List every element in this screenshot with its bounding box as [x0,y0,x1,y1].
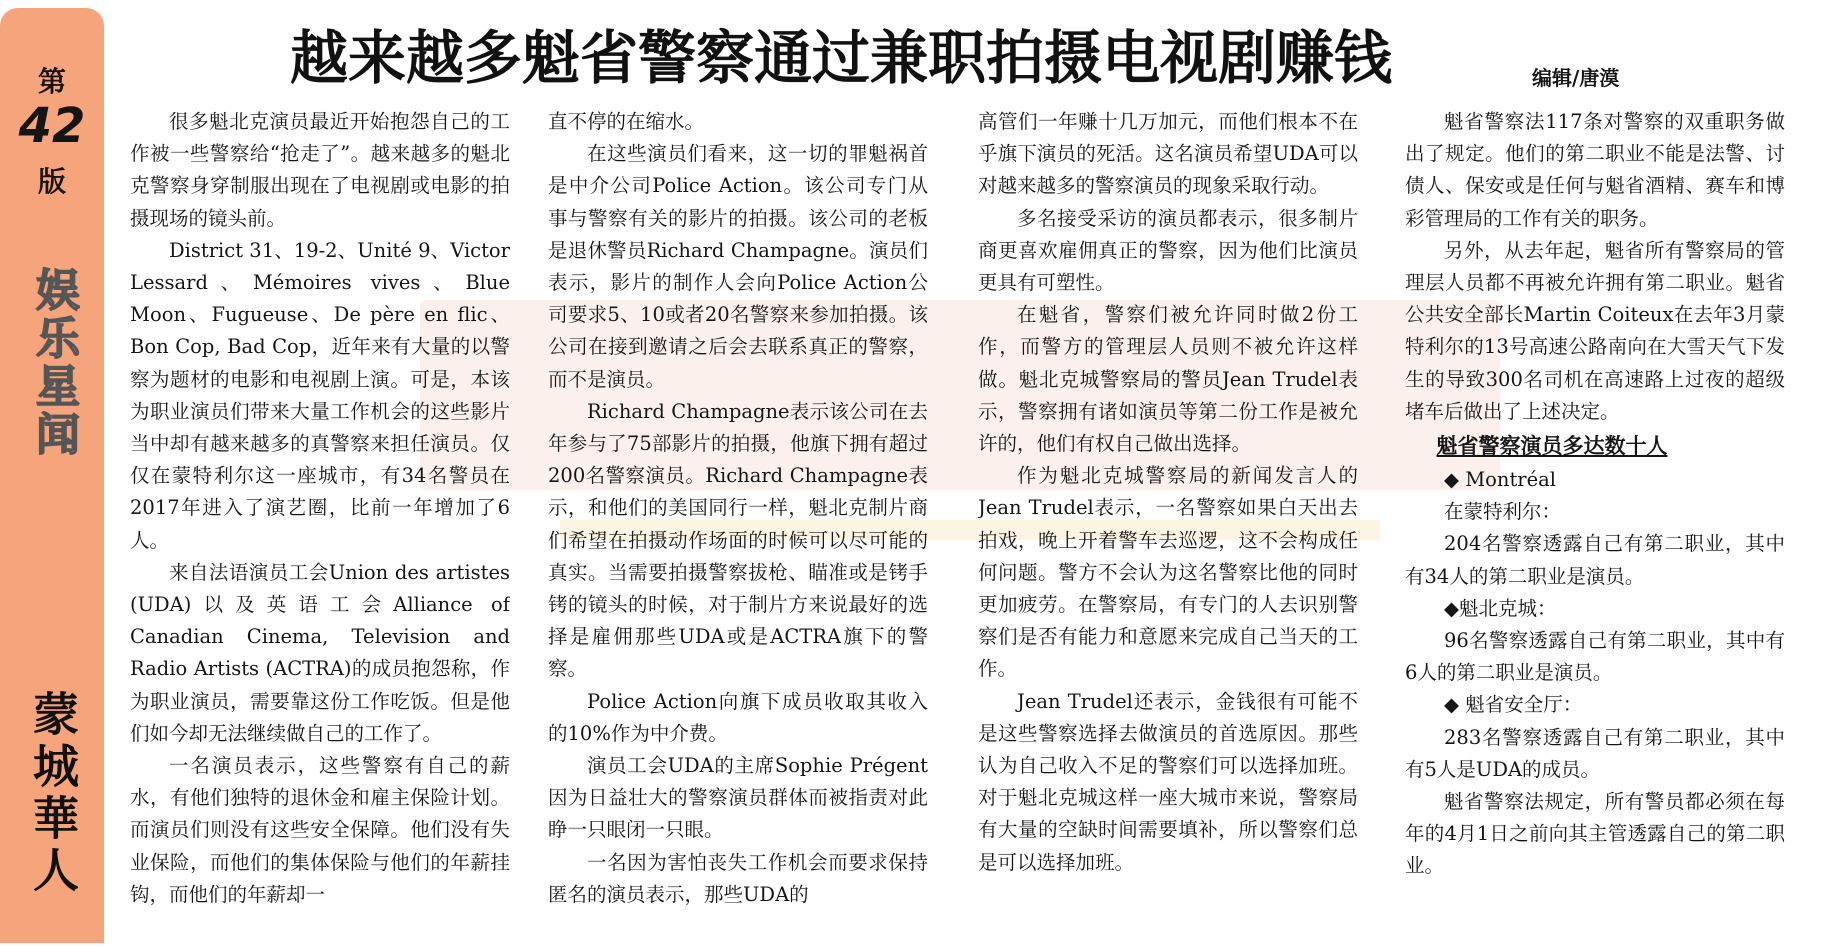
paragraph-continued: 直不停的在缩水。 [548,110,705,133]
article-column-1 [130,106,510,911]
paragraph: 作为魁北克城警察局的新闻发言人的Jean Trudel表示，一名警察如果白天出去拍戏，晚上开着警车去巡逻，这不会构成任何问题。警方不会认为这名警察比他的同时更加疲劳。在警察局，有专门的人去识别警察们是否有能力和意愿来完成自己当天的工作。 [978,464,1358,681]
page-label-suffix: 版 [37,165,66,198]
paragraph: Jean Trudel还表示，金钱很有可能不是这些警察选择去做演员的首选原因。那些认为自己收入不足的警察们可以选择加班。对于魁北克城这样一座大城市来说，警察局有大量的空缺时间需要填补，所以警察们总是可以选择加班。 [978,689,1358,874]
paragraph: 在这些演员们看来，这一切的罪魁祸首是中介公司Police Action。该公司专门从事与警察有关的影片的拍摄。该公司的老板是退休警员Richard Champagne。演员们表示，影片的制作人会向Police Action公司要求5、10或者20名警察来参加拍摄。该公司在接到邀请之后会去联系真正的警察，而不是演员。 [548,142,928,391]
paragraph: Police Action向旗下成员收取其收入的10%作为中介费。 [548,689,928,745]
paragraph: 魁省警察法规定，所有警员都必须在每年的4月1日之前向其主管透露自己的第二职业。 [1405,790,1785,878]
list-item: ◆魁北克城： [1444,596,1557,620]
paragraph-continued: 高管们一年赚十几万加元，而他们根本不在乎旗下演员的死活。这名演员希望UDA可以对越来越多的警察演员的现象采取行动。 [978,110,1358,198]
list-item: 204名警察透露自己有第二职业，其中有34人的第二职业是演员。 [1405,532,1785,588]
sidebar-subheading: 魁省警察演员多达数十人 [1436,434,1668,459]
editor-credit: 编辑/唐漠 [1532,66,1620,90]
paragraph: 演员工会UDA的主席Sophie Prégent因为日益壮大的警察演员群体而被指责对此睁一只眼闭一只眼。 [548,754,928,842]
article-column-4 [1405,106,1785,883]
article-headline: 越来越多魁省警察通过兼职拍摄电视剧赚钱 [290,24,1393,92]
paragraph: 多名接受采访的演员都表示，很多制片商更喜欢雇佣真正的警察，因为他们比演员更具有可塑性。 [978,206,1358,295]
paragraph: 在魁省，警察们被允许同时做2份工作，而警方的管理层人员则不被允许这样做。魁北克城警察局的警员Jean Trudel表示，警察拥有诸如演员等第二份工作是被允许的，他们有权自己做出选择。 [978,303,1358,456]
list-item: 在蒙特利尔： [1444,500,1562,524]
paragraph: Richard Champagne表示该公司在去年参与了75部影片的拍摄，他旗下拥有超过200名警察演员。Richard Champagne表示，和他们的美国同行一样，魁北克制片商们希望在拍摄动作场面的时候可以尽可能的真实。当需要拍摄警察拔枪、瞄准或是铐手铐的镜头的时候，对于制片方来说最好的选择是雇佣那些UDA或是ACTRA旗下的警察。 [548,399,928,681]
article-column-2 [548,106,928,911]
page-label-prefix: 第 [37,65,66,98]
section-name: 娱乐星闻 [28,267,79,459]
article-column-3 [978,106,1358,879]
list-item: ◆ Montréal [1444,468,1557,492]
paragraph: 来自法语演员工会Union des artistes (UDA)以及英语工会Alliance of Canadian Cinema, Television and Radio Artists (ACTRA)的成员抱怨称，作为职业演员，需要靠这份工作吃饭。但是他们如今却无法继续做自己的工作了。 [130,560,510,745]
paragraph: 一名因为害怕丧失工作机会而要求保持匿名的演员表示，那些UDA的 [548,850,928,906]
newspaper-name: 蒙城華人 [26,690,80,898]
paragraph: 另外，从去年起，魁省所有警察局的管理层人员都不再被允许拥有第二职业。魁省公共安全部长Martin Coiteux在去年3月蒙特利尔的13号高速公路南向在大雪天气下发生的导致300名司机在高速路上过夜的超级堵车后做出了上述决定。 [1405,238,1785,423]
page-number: 42 [18,98,86,154]
list-item: 96名警察透露自己有第二职业，其中有6人的第二职业是演员。 [1405,629,1785,685]
list-item: ◆ 魁省安全厅： [1444,693,1583,717]
paragraph: 魁省警察法117条对警察的双重职务做出了规定。他们的第二职业不能是法警、讨债人、保安或是任何与魁省酒精、赛车和博彩管理局的工作有关的职务。 [1405,110,1785,230]
paragraph: District 31、19-2、Unité 9、Victor Lessard、Mémoires vives、Blue Moon、Fugueuse、De père en flic、Bon Cop, Bad Cop，近年来有大量的以警察为题材的电影和电视剧上演。可是，本该为职业演员们带来大量工作机会的这些影片当中却有越来越多的真警察来担任演员。仅仅在蒙特利尔这一座城市，有34名警员在2017年进入了演艺圈，比前一年增加了6人。 [130,238,510,552]
list-item: 283名警察透露自己有第二职业，其中有5人是UDA的成员。 [1405,725,1785,781]
paragraph: 一名演员表示，这些警察有自己的薪水，有他们独特的退休金和雇主保险计划。而演员们则没有这些安全保障。他们没有失业保险，而他们的集体保险与他们的年薪挂钩，而他们的年薪却一 [130,754,510,906]
paragraph: 很多魁北克演员最近开始抱怨自己的工作被一些警察给“抢走了”。越来越多的魁北克警察身穿制服出现在了电视剧或电影的拍摄现场的镜头前。 [130,110,510,230]
